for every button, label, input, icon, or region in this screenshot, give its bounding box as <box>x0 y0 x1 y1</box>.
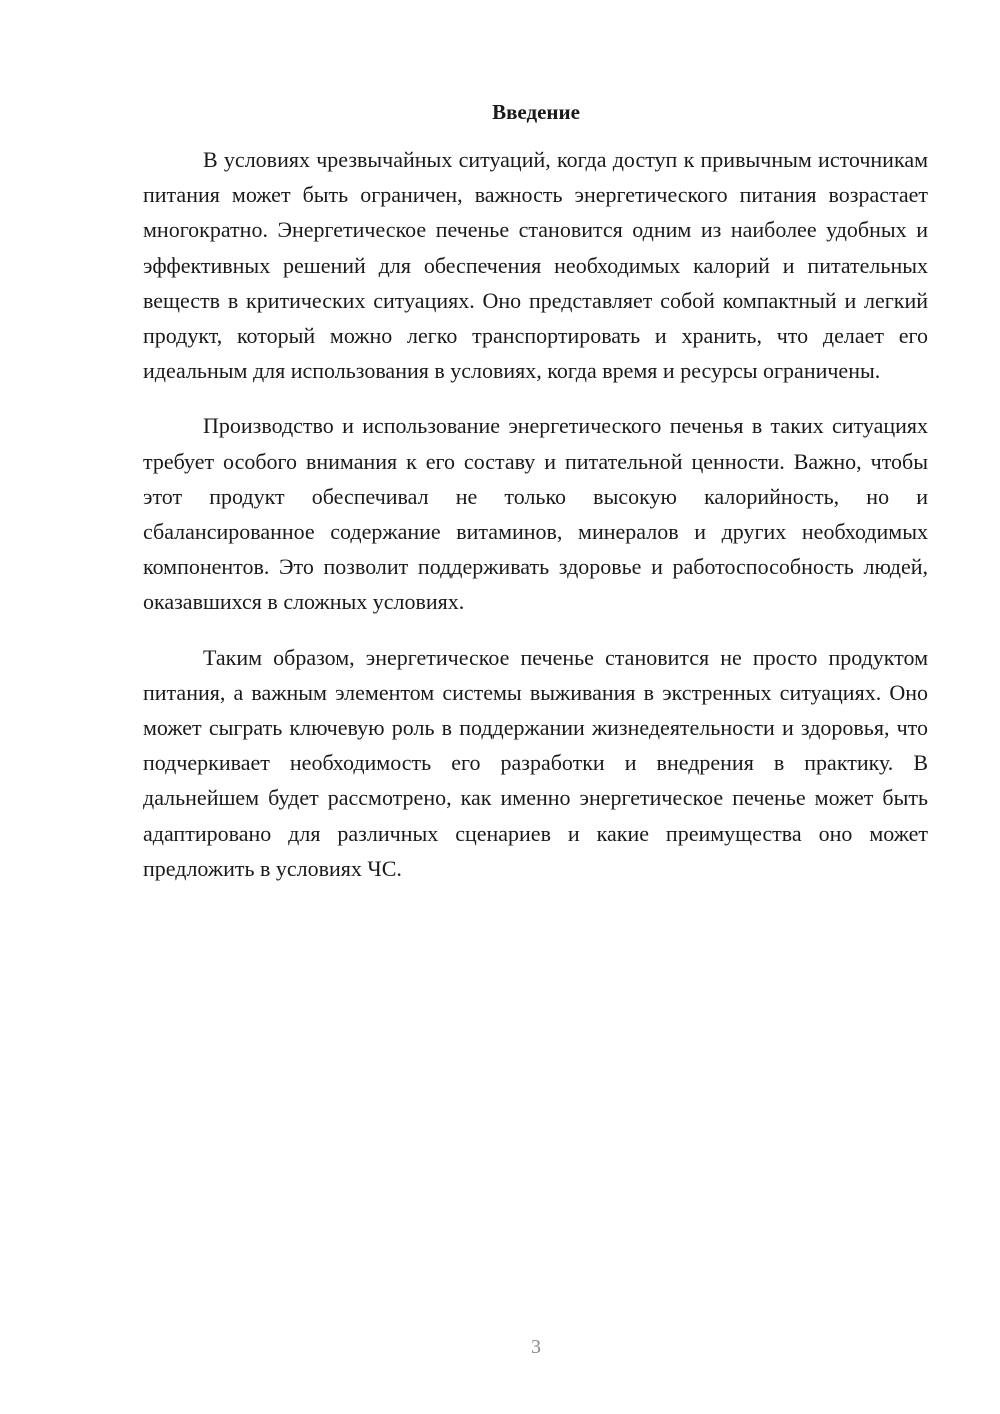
paragraph-3: Таким образом, энергетическое печенье становится не просто продуктом питания, а важным элементом системы выживания в экстренных ситуациях. Оно может сыграть ключевую роль в поддержании жизнедеятельности и здоровья, что подчеркивает необходимость его разработки и внедрения в практику. В дальнейшем будет рассмотрено, как именно энергетическое печенье может быть адаптировано для различных сценариев и какие преимущества оно может предложить в условиях ЧС. <box>143 644 928 881</box>
page-number: 3 <box>531 1336 541 1358</box>
section-heading: Введение <box>492 100 580 124</box>
paragraph-2: Производство и использование энергетического печенья в таких ситуациях требует особого внимания к его составу и питательной ценности. Важно, чтобы этот продукт обеспечивал не только высокую калорийность, но и сбалансированное содержание витаминов, минералов и других необходимых компонентов. Это позволит поддерживать здоровье и работоспособность людей, оказавшихся в сложных условиях. <box>143 413 928 615</box>
document-body <box>143 142 928 906</box>
paragraph-1: В условиях чрезвычайных ситуаций, когда доступ к привычным источникам питания может быть ограничен, важность энергетического питания возрастает многократно. Энергетическое печенье становится одним из наиболее удобных и эффективных решений для обеспечения необходимых калорий и питательных веществ в критических ситуациях. Оно представляет собой компактный и легкий продукт, который можно легко транспортировать и хранить, что делает его идеальным для использования в условиях, когда время и ресурсы ограничены. <box>143 147 928 384</box>
